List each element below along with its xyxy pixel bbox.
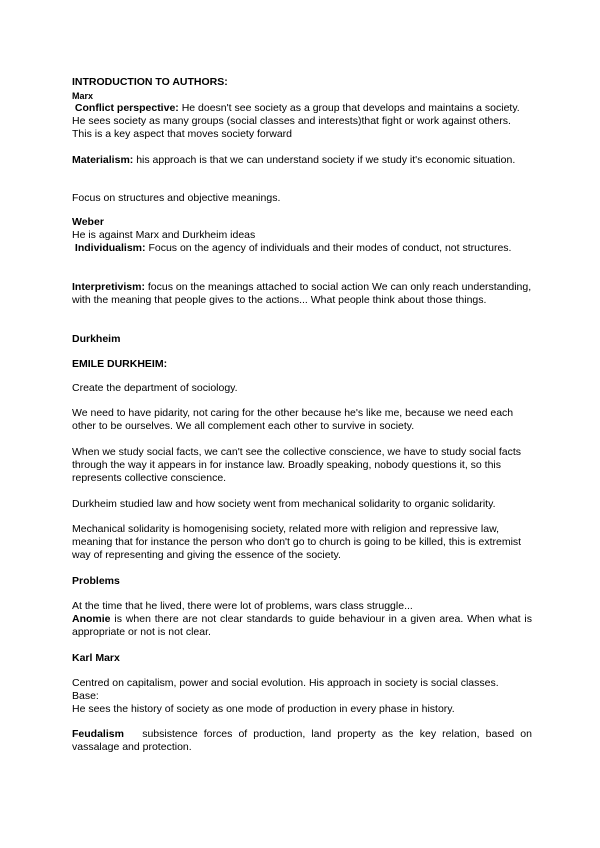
conflict-text: He doesn't see society as a group that develops and maintains a society. He sees society as many groups (social classes and interests)that fight or work against others. This is a key aspect that moves society forward bbox=[72, 102, 520, 140]
problems-text: At the time that he lived, there were lot of problems, wars class struggle... bbox=[72, 600, 413, 612]
page-title: INTRODUCTION TO AUTHORS: bbox=[72, 76, 228, 88]
paragraph-pidarity: We need to have pidarity, not caring for the other because he's like me, because we need each other to be ourselves. We all complement each other to survive in society. bbox=[72, 407, 514, 432]
base-label: Base: bbox=[72, 690, 99, 702]
individualism-label: Individualism: bbox=[74, 242, 146, 254]
weber-heading: Weber bbox=[72, 216, 104, 228]
feudalism-text: subsistence forces of production, land property as the key relation, based on vassalage and protection. bbox=[72, 728, 532, 753]
individualism-paragraph bbox=[72, 242, 532, 255]
anomie-paragraph bbox=[72, 613, 532, 639]
materialism-paragraph bbox=[72, 154, 532, 167]
conflict-paragraph bbox=[72, 102, 532, 141]
karl-paragraph-2: He sees the history of society as one mode of production in every phase in history. bbox=[72, 703, 455, 715]
focus-paragraph: Focus on structures and objective meanings. bbox=[72, 192, 281, 204]
anomie-label: Anomie bbox=[72, 613, 111, 625]
feudalism-paragraph bbox=[72, 728, 532, 754]
paragraph-mechanical-solidarity: Mechanical solidarity is homogenising society, related more with religion and repressive law, meaning that for instance the person who don't go to church is going to be killed, this is extremist way of representing and giving the essence of the society. bbox=[72, 523, 522, 561]
karl-paragraph-1: Centred on capitalism, power and social evolution. His approach in society is social classes. bbox=[72, 677, 499, 689]
marx-heading: Marx bbox=[72, 91, 94, 101]
emile-heading: EMILE DURKHEIM: bbox=[72, 358, 168, 370]
materialism-text: his approach is that we can understand society if we study it's economic situation. bbox=[136, 154, 516, 166]
materialism-label: Materialism: bbox=[72, 154, 134, 166]
individualism-text: Focus on the agency of individuals and their modes of conduct, not structures. bbox=[148, 242, 512, 254]
paragraph-social-facts: When we study social facts, we can't see the collective conscience, we have to study social facts through the way it appears in for instance law. Broadly speaking, nobody questions it, so this represents collective conscience. bbox=[72, 446, 522, 484]
feudalism-label: Feudalism bbox=[72, 728, 124, 740]
interpretivism-text: focus on the meanings attached to social action We can only reach understanding, with the meaning that people gives to the actions... What people think about those things. bbox=[72, 281, 532, 306]
karl-marx-heading: Karl Marx bbox=[72, 652, 120, 664]
interpretivism-label: Interpretivism: bbox=[72, 281, 145, 293]
anomie-text: is when there are not clear standards to guide behaviour in a given area. When what is appropriate or not is not clear. bbox=[72, 613, 532, 638]
problems-heading: Problems bbox=[72, 575, 120, 587]
paragraph-law: Durkheim studied law and how society went from mechanical solidarity to organic solidarity. bbox=[72, 498, 496, 510]
conflict-label: Conflict perspective: bbox=[74, 102, 179, 114]
interpretivism-paragraph bbox=[72, 281, 532, 307]
paragraph-department: Create the department of sociology. bbox=[72, 382, 238, 394]
durkheim-heading: Durkheim bbox=[72, 333, 121, 345]
weber-text: He is against Marx and Durkheim ideas bbox=[72, 229, 256, 241]
